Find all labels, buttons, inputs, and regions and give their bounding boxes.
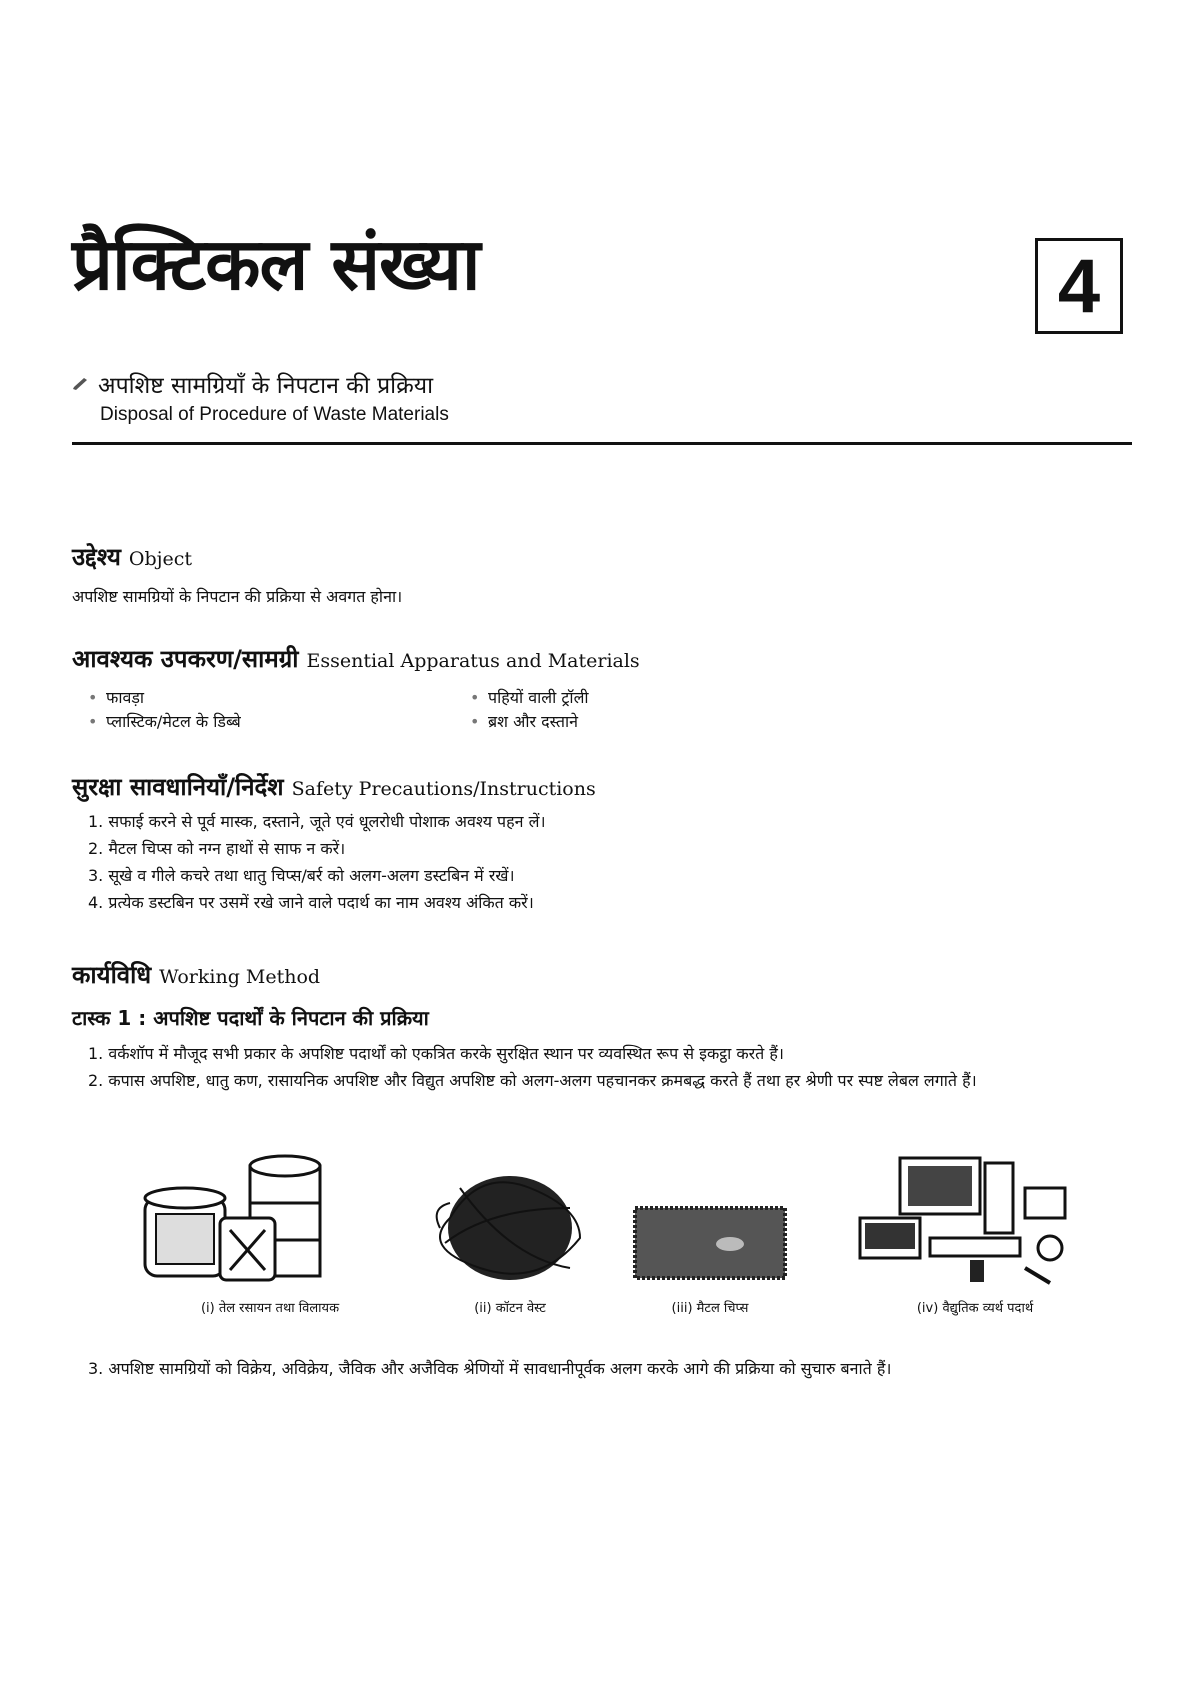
figure-caption: (ii) कॉटन वेस्ट: [474, 1301, 546, 1316]
subtitle-hindi-row: [72, 368, 433, 400]
safety-heading-en: Safety Precautions/Instructions: [291, 778, 596, 800]
figure-e-waste: [850, 1148, 1100, 1316]
cotton-waste-icon: [420, 1148, 600, 1288]
figure-metal-chips: [630, 1148, 790, 1316]
safety-list: [88, 808, 1128, 916]
method-heading-hi: कार्यविधि: [72, 961, 152, 989]
apparatus-list-right: [470, 686, 830, 734]
page-title: प्रैक्टिकल संख्या: [72, 222, 480, 306]
method-heading-en: Working Method: [159, 966, 321, 988]
method-steps: [88, 1040, 1128, 1094]
subtitle-english: Disposal of Procedure of Waste Materials: [100, 404, 449, 425]
safety-heading: [72, 770, 596, 803]
safety-item: 3. सूखे व गीले कचरे तथा धातु चिप्स/बर्र को अलग-अलग डस्टबिन में रखें।: [88, 866, 515, 885]
apparatus-heading: [72, 642, 640, 675]
header-divider: [72, 442, 1132, 445]
objective-text: अपशिष्ट सामग्रियों के निपटान की प्रक्रिया से अवगत होना।: [72, 587, 403, 606]
apparatus-item: • फावड़ा: [88, 686, 448, 710]
practical-number-box: 4: [1035, 238, 1123, 334]
method-step: 1. वर्कशॉप में मौजूद सभी प्रकार के अपशिष्ट पदार्थों को एकत्रित करके सुरक्षित स्थान पर व्यवस्थित रूप से इकट्ठा करते हैं।: [88, 1044, 784, 1063]
apparatus-item: • ब्रश और दस्ताने: [470, 710, 830, 734]
apparatus-heading-en: Essential Apparatus and Materials: [306, 650, 640, 672]
figure-cotton-waste: [420, 1148, 600, 1316]
safety-item: 2. मैटल चिप्स को नग्न हाथों से साफ न करें।: [88, 839, 346, 858]
pencil-icon: [72, 377, 88, 391]
apparatus-heading-hi: आवश्यक उपकरण/सामग्री: [72, 645, 299, 673]
figure-caption: (iv) वैद्युतिक व्यर्थ पदार्थ: [916, 1301, 1034, 1316]
e-waste-icon: [850, 1148, 1090, 1288]
apparatus-list-left: [88, 686, 448, 734]
oil-drums-icon: [130, 1148, 400, 1288]
figure-caption: (i) तेल रसायन तथा विलायक: [200, 1301, 340, 1316]
subtitle-hindi: अपशिष्ट सामग्रियाँ के निपटान की प्रक्रिया: [98, 373, 434, 399]
method-step-3-list: [88, 1355, 1128, 1382]
objective-heading-en: Object: [128, 548, 193, 570]
apparatus-item: • प्लास्टिक/मेटल के डिब्बे: [88, 710, 448, 734]
task-title: टास्क 1 : अपशिष्ट पदार्थों के निपटान की प्रक्रिया: [72, 1006, 429, 1030]
figure-oil-chemicals: [130, 1148, 410, 1316]
method-heading: [72, 958, 320, 991]
safety-heading-hi: सुरक्षा सावधानियाँ/निर्देश: [72, 773, 284, 801]
method-step: 2. कपास अपशिष्ट, धातु कण, रासायनिक अपशिष्ट और विद्युत अपशिष्ट को अलग-अलग पहचानकर क्रमबद्ध करते हैं तथा हर श्रेणी पर स्पष्ट लेबल लगाते हैं।: [88, 1071, 977, 1090]
method-step: 3. अपशिष्ट सामग्रियों को विक्रेय, अविक्रेय, जैविक और अजैविक श्रेणियों में सावधानीपूर्वक अलग करके आगे की प्रक्रिया को सुचारु बनाते हैं।: [88, 1359, 892, 1378]
objective-heading-hi: उद्देश्य: [72, 543, 121, 571]
figure-caption: (iii) मैटल चिप्स: [671, 1301, 749, 1316]
safety-item: 1. सफाई करने से पूर्व मास्क, दस्ताने, जूते एवं धूलरोधी पोशाक अवश्य पहन लें।: [88, 812, 546, 831]
safety-item: 4. प्रत्येक डस्टबिन पर उसमें रखे जाने वाले पदार्थ का नाम अवश्य अंकित करें।: [88, 893, 534, 912]
apparatus-item: • पहियों वाली ट्रॉली: [470, 686, 830, 710]
objective-heading: [72, 540, 192, 573]
metal-chips-icon: [630, 1148, 790, 1288]
